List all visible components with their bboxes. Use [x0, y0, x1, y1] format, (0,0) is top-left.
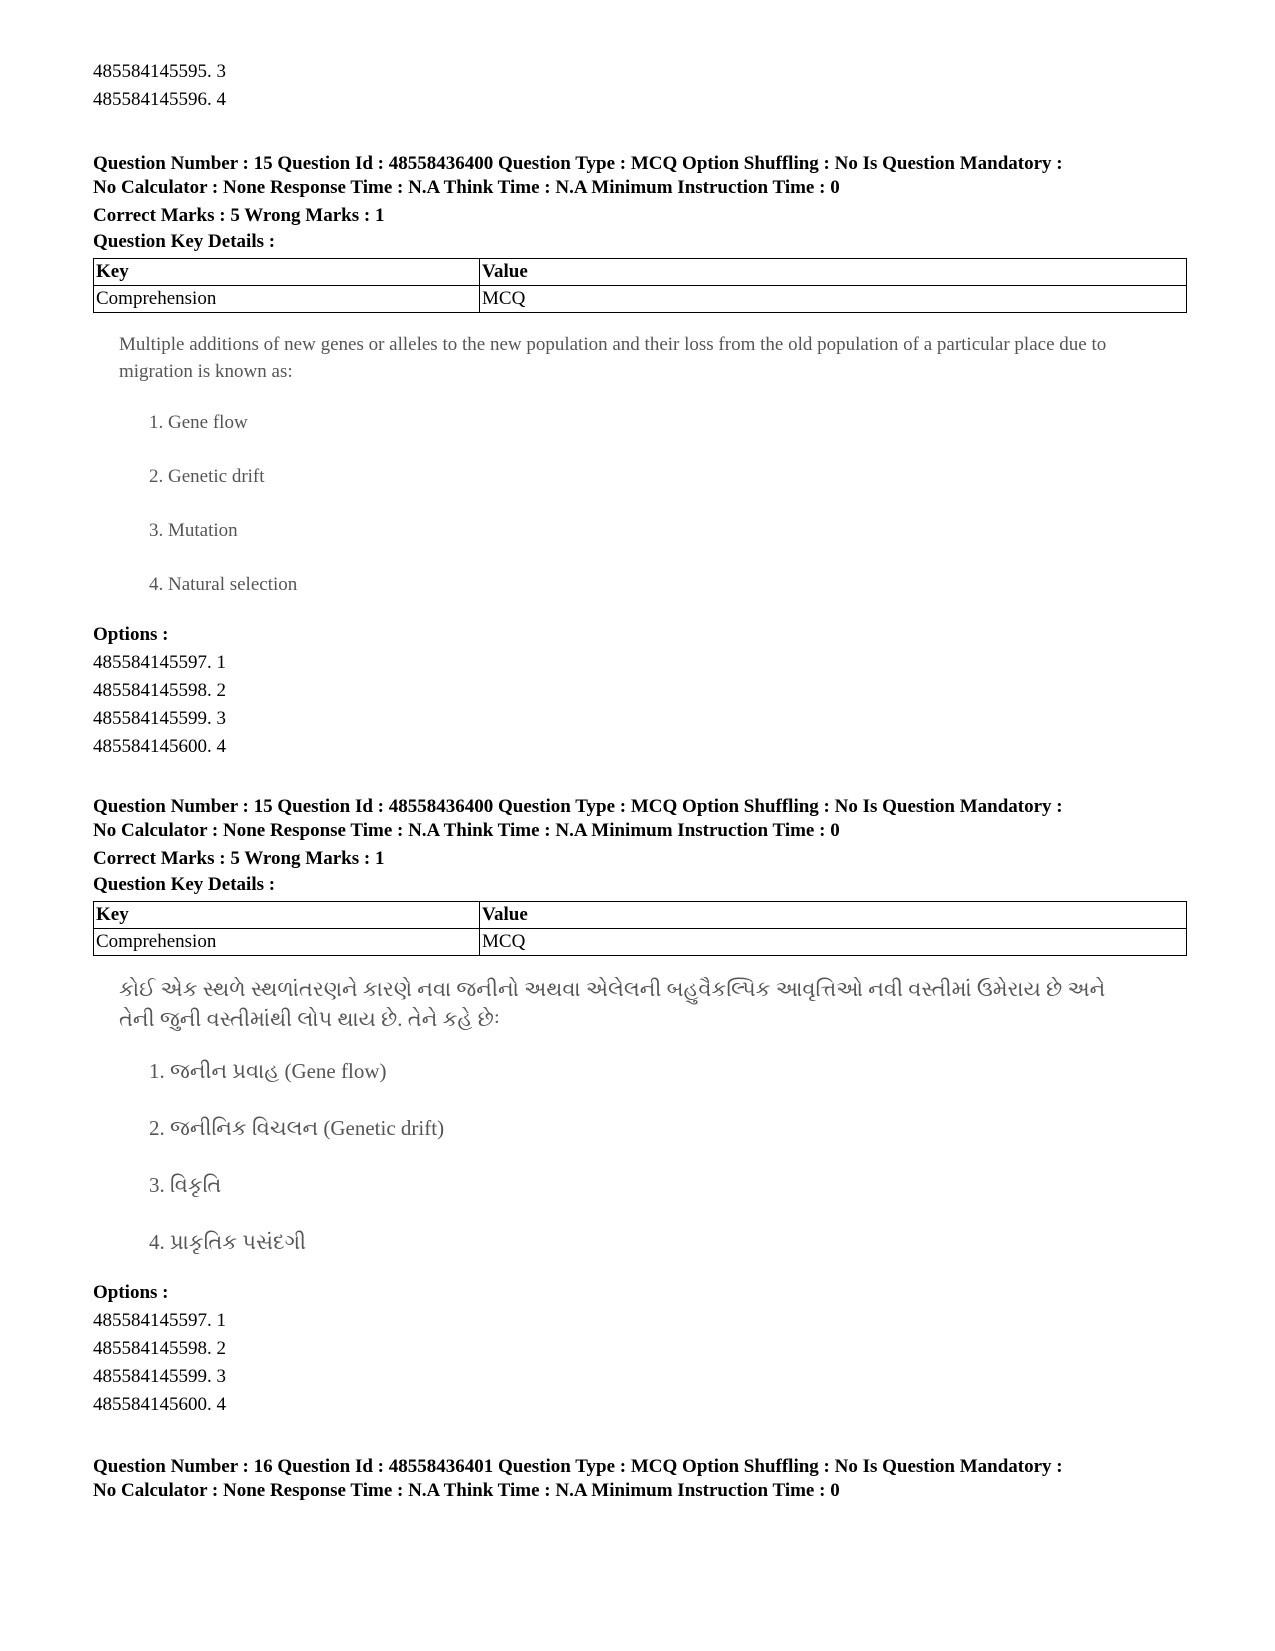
question-choices [149, 1058, 1193, 1259]
option-line: 485584145598. 2 [93, 680, 226, 701]
question-key-table [93, 258, 1187, 313]
table-header-key: Key [94, 902, 480, 929]
question-choice: 1. Gene flow [149, 412, 248, 433]
option-line: 485584145596. 4 [93, 89, 226, 110]
question-key-table [93, 901, 1187, 956]
options-list [93, 649, 1193, 761]
question-header-line1: Question Number : 16 Question Id : 48558436401 Question Type : MCQ Option Shuffling : No Is Question Mandatory : [93, 1456, 1063, 1477]
question-image [119, 331, 1193, 599]
document-page [93, 58, 1193, 1503]
marks-line: Correct Marks : 5 Wrong Marks : 1 [93, 205, 385, 226]
table-header-row [94, 902, 1187, 929]
option-line: 485584145595. 3 [93, 61, 226, 82]
option-line: 485584145599. 3 [93, 708, 226, 729]
table-row [94, 286, 1187, 313]
question-header-line2: No Calculator : None Response Time : N.A Think Time : N.A Minimum Instruction Time : 0 [93, 820, 840, 841]
table-header-key: Key [94, 259, 480, 286]
question-choice: 2. Genetic drift [149, 466, 265, 487]
question-image [119, 974, 1193, 1259]
options-label: Options : [93, 1282, 169, 1303]
marks-line: Correct Marks : 5 Wrong Marks : 1 [93, 848, 385, 869]
table-cell-key: Comprehension [94, 286, 480, 313]
question-choice: 4. Natural selection [149, 574, 298, 595]
question-choice: 1. જનીન પ્રવાહ (Gene flow) [149, 1059, 387, 1083]
option-line: 485584145597. 1 [93, 652, 226, 673]
question-choice: 3. Mutation [149, 520, 238, 541]
table-header-value: Value [480, 259, 1187, 286]
option-line: 485584145598. 2 [93, 1338, 226, 1359]
question-choices [149, 409, 1193, 599]
question-header-line2: No Calculator : None Response Time : N.A Think Time : N.A Minimum Instruction Time : 0 [93, 177, 840, 198]
question-stem: Multiple additions of new genes or alleles to the new population and their loss from the old population of a particular place due to migration is known as: [119, 334, 1107, 382]
question-block-english [93, 152, 1193, 761]
question-stem: કોઈ એક સ્થળે સ્થળાંતરણને કારણે નવા જનીનો અથવા એલેલની બહુવૈકલ્પિક આવૃત્તિઓ નવી વસ્તીમાં ઉમેરાય છે અને તેની જુની વસ્તીમાંથી લોપ થાય છે. તેને કહે છેઃ [119, 977, 1106, 1031]
question-header [93, 795, 1193, 843]
table-cell-value: MCQ [480, 286, 1187, 313]
key-details-label: Question Key Details : [93, 231, 276, 252]
option-line: 485584145600. 4 [93, 736, 226, 757]
question-header-line2: No Calculator : None Response Time : N.A Think Time : N.A Minimum Instruction Time : 0 [93, 1480, 840, 1501]
options-list [93, 1307, 1193, 1419]
question-block-gujarati [93, 795, 1193, 1419]
previous-options-list [93, 58, 1193, 114]
table-cell-value: MCQ [480, 929, 1187, 956]
question-header [93, 152, 1193, 200]
question-header-line1: Question Number : 15 Question Id : 48558436400 Question Type : MCQ Option Shuffling : No Is Question Mandatory : [93, 153, 1063, 174]
options-label: Options : [93, 624, 169, 645]
table-header-value: Value [480, 902, 1187, 929]
table-header-row [94, 259, 1187, 286]
question-header [93, 1455, 1193, 1503]
question-choice: 4. પ્રાકૃતિક પસંદગી [149, 1230, 307, 1254]
option-line: 485584145597. 1 [93, 1310, 226, 1331]
option-line: 485584145599. 3 [93, 1366, 226, 1387]
key-details-label: Question Key Details : [93, 874, 276, 895]
option-line: 485584145600. 4 [93, 1394, 226, 1415]
table-cell-key: Comprehension [94, 929, 480, 956]
table-row [94, 929, 1187, 956]
question-header-line1: Question Number : 15 Question Id : 48558436400 Question Type : MCQ Option Shuffling : No Is Question Mandatory : [93, 796, 1063, 817]
question-block-next [93, 1455, 1193, 1503]
question-choice: 2. જનીનિક વિચલન (Genetic drift) [149, 1116, 445, 1140]
question-choice: 3. વિકૃતિ [149, 1173, 222, 1197]
